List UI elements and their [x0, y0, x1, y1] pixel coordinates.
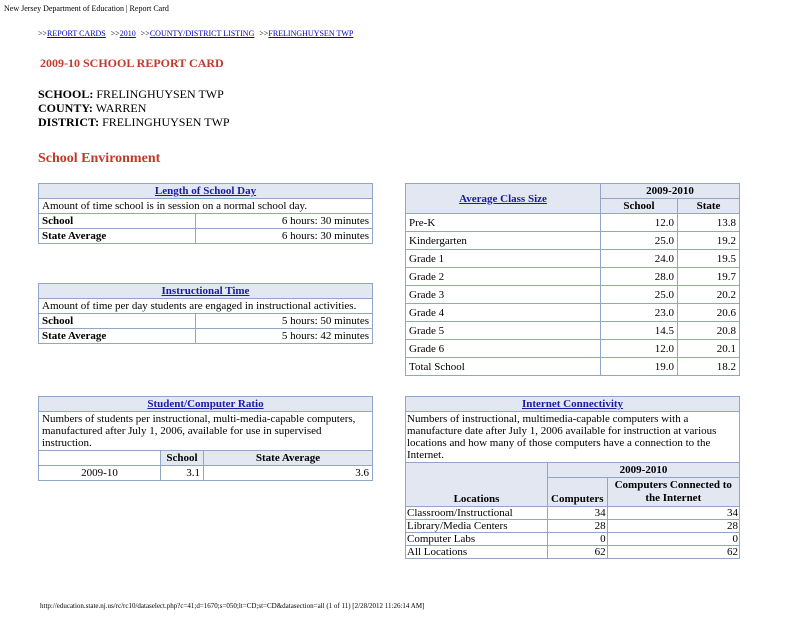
breadcrumb-link-county-listing[interactable]: COUNTY/DISTRICT LISTING: [149, 29, 255, 38]
table-row: [406, 358, 740, 376]
county-value: WARREN: [95, 101, 147, 115]
row-state: 13.8: [678, 214, 740, 232]
internet-header: [406, 397, 740, 412]
row-connected: 0: [607, 533, 739, 546]
table-row: [406, 533, 740, 546]
breadcrumb-sep: >>: [38, 29, 48, 38]
row-state: 19.5: [678, 250, 740, 268]
class-size-table: [405, 183, 740, 376]
instructional-time-link[interactable]: Instructional Time: [161, 285, 250, 297]
report-title: 2009-10 SCHOOL REPORT CARD: [40, 56, 224, 70]
row-state: 19.7: [678, 268, 740, 286]
computer-ratio-desc: Numbers of students per instructional, multi-media-capable computers, manufactured after July 1, 2006, available for use in supervised instruction.: [39, 412, 373, 451]
row-grade: Grade 6: [406, 340, 601, 358]
row-location: Library/Media Centers: [406, 520, 548, 533]
row-grade: Kindergarten: [406, 232, 601, 250]
table-row: [39, 214, 373, 229]
table-row: [406, 232, 740, 250]
row-value: 6 hours: 30 minutes: [196, 214, 373, 229]
row-school: 3.1: [161, 466, 204, 481]
row-connected: 34: [607, 507, 739, 520]
row-school: 25.0: [601, 232, 678, 250]
page-header: New Jersey Department of Education | Report Card: [4, 4, 169, 13]
instructional-time-desc: Amount of time per day students are engaged in instructional activities.: [39, 299, 373, 314]
row-label: State Average: [39, 329, 196, 344]
row-state: 20.2: [678, 286, 740, 304]
row-computers: 28: [548, 520, 608, 533]
row-label: State Average: [39, 229, 196, 244]
row-grade: Grade 1: [406, 250, 601, 268]
row-computers: 62: [548, 546, 608, 559]
row-state: 20.1: [678, 340, 740, 358]
instructional-time-table: [38, 283, 373, 344]
col-school: School: [161, 451, 204, 466]
computer-ratio-table: [38, 396, 373, 481]
district-info: [38, 115, 230, 130]
table-row: [406, 520, 740, 533]
row-state: 20.6: [678, 304, 740, 322]
table-row: [406, 250, 740, 268]
row-value: 6 hours: 30 minutes: [196, 229, 373, 244]
length-of-day-link[interactable]: Length of School Day: [154, 185, 257, 197]
page-footer: http://education.state.nj.us/rc/rc10/dataselect.php?c=41;d=1670;s=050;lt=CD;st=CD&datasection=all (1 of 11) [2/28/2012 11:26:14 AM]: [40, 602, 425, 610]
row-school: 28.0: [601, 268, 678, 286]
row-state: 20.8: [678, 322, 740, 340]
row-school: 24.0: [601, 250, 678, 268]
breadcrumb-sep: >>: [259, 29, 269, 38]
table-row: [406, 286, 740, 304]
class-size-link[interactable]: Average Class Size: [459, 192, 547, 205]
row-connected: 28: [607, 520, 739, 533]
school-label: SCHOOL:: [38, 87, 94, 101]
breadcrumb-sep: >>: [110, 29, 120, 38]
row-school: 19.0: [601, 358, 678, 376]
breadcrumb-sep: >>: [140, 29, 150, 38]
table-row: [406, 214, 740, 232]
table-row: [39, 314, 373, 329]
table-row: [39, 329, 373, 344]
length-of-day-table: [38, 183, 373, 244]
row-school: 25.0: [601, 286, 678, 304]
county-info: [38, 101, 146, 116]
breadcrumb-link-2010[interactable]: 2010: [119, 29, 136, 38]
row-value: 5 hours: 50 minutes: [196, 314, 373, 329]
county-label: COUNTY:: [38, 101, 93, 115]
instructional-time-header: [39, 284, 373, 299]
computer-ratio-link[interactable]: Student/Computer Ratio: [147, 398, 264, 410]
col-school: School: [601, 199, 678, 214]
breadcrumb-link-report-cards[interactable]: REPORT CARDS: [47, 29, 106, 38]
length-of-day-header: [39, 184, 373, 199]
row-computers: 0: [548, 533, 608, 546]
row-label: School: [39, 314, 196, 329]
internet-table: [405, 396, 740, 559]
table-row: [406, 322, 740, 340]
col-locations: Locations: [406, 463, 548, 507]
row-value: 5 hours: 42 minutes: [196, 329, 373, 344]
table-row: [406, 304, 740, 322]
row-school: 23.0: [601, 304, 678, 322]
table-row: [406, 268, 740, 286]
table-row: [39, 466, 373, 481]
table-row: [406, 340, 740, 358]
blank-cell: [39, 451, 161, 466]
row-location: Computer Labs: [406, 533, 548, 546]
table-row: [406, 507, 740, 520]
row-grade: Total School: [406, 358, 601, 376]
row-grade: Grade 4: [406, 304, 601, 322]
district-value: FRELINGHUYSEN TWP: [102, 115, 230, 129]
row-location: Classroom/Instructional: [406, 507, 548, 520]
col-state: State: [678, 199, 740, 214]
row-school: 14.5: [601, 322, 678, 340]
table-row: [39, 229, 373, 244]
length-of-day-desc: Amount of time school is in session on a normal school day.: [39, 199, 373, 214]
col-connected: Computers Connected to the Internet: [607, 478, 739, 507]
computer-ratio-header: [39, 397, 373, 412]
class-size-header: [406, 184, 601, 214]
row-label: School: [39, 214, 196, 229]
class-size-year: 2009-2010: [601, 184, 740, 199]
breadcrumb: [38, 29, 353, 38]
school-value: FRELINGHUYSEN TWP: [96, 87, 224, 101]
school-info: [38, 87, 224, 102]
section-title: School Environment: [38, 151, 161, 166]
internet-desc: Numbers of instructional, multimedia-capable computers with a manufacture date after July 1, 2006 available for instruction at various locations and how many of those computers have a connection to the Internet.: [406, 412, 740, 463]
col-computers: Computers: [548, 478, 608, 507]
internet-year: 2009-2010: [548, 463, 740, 478]
row-computers: 34: [548, 507, 608, 520]
col-state: State Average: [204, 451, 373, 466]
row-year: 2009-10: [39, 466, 161, 481]
row-school: 12.0: [601, 340, 678, 358]
row-state: 19.2: [678, 232, 740, 250]
row-connected: 62: [607, 546, 739, 559]
row-grade: Grade 5: [406, 322, 601, 340]
internet-link[interactable]: Internet Connectivity: [521, 398, 624, 410]
breadcrumb-link-district[interactable]: FRELINGHUYSEN TWP: [268, 29, 354, 38]
table-row: [406, 546, 740, 559]
row-state: 18.2: [678, 358, 740, 376]
row-location: All Locations: [406, 546, 548, 559]
district-label: DISTRICT:: [38, 115, 100, 129]
row-state: 3.6: [204, 466, 373, 481]
row-grade: Grade 2: [406, 268, 601, 286]
row-school: 12.0: [601, 214, 678, 232]
row-grade: Pre-K: [406, 214, 601, 232]
row-grade: Grade 3: [406, 286, 601, 304]
